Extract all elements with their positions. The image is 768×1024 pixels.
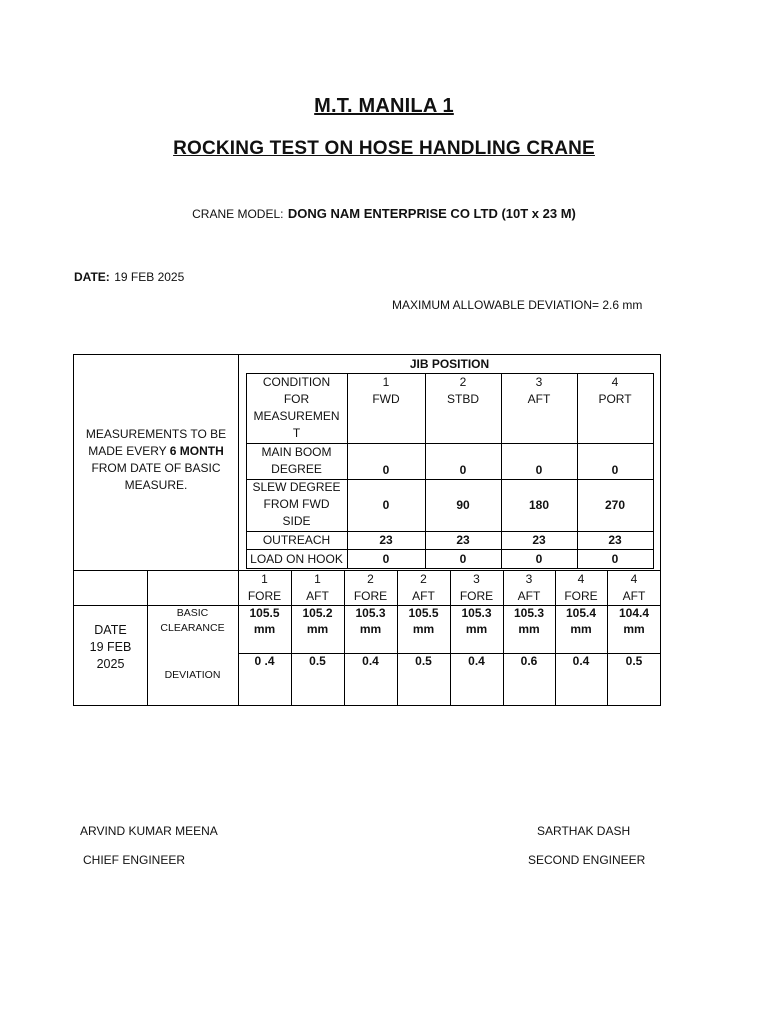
column-side: FORE — [564, 589, 598, 603]
load-value: 0 — [535, 552, 543, 566]
value-number: 104.4 — [618, 606, 650, 620]
row-label-load: LOAD ON HOOK — [250, 552, 343, 566]
deviation-value: 0.6 — [520, 654, 538, 668]
slew-value: 90 — [456, 498, 470, 512]
measure-column-header — [344, 571, 397, 605]
note-line: MEASUREMENTS TO BE — [85, 427, 227, 441]
row-label-main-boom — [246, 444, 347, 478]
basic-clearance-label — [147, 606, 238, 636]
value-unit: mm — [253, 622, 276, 636]
column-number: 4 — [577, 572, 585, 586]
note-interval: 6 MONTH — [169, 444, 224, 458]
date-label: DATE: — [74, 270, 110, 284]
measure-column-header — [450, 571, 503, 605]
measure-column-header — [503, 571, 555, 605]
jib-position-title: JIB POSITION — [409, 357, 490, 371]
condition-header-line: FOR — [283, 392, 310, 406]
value-number: 105.5 — [408, 606, 439, 620]
column-number: 1 — [314, 572, 321, 586]
test-title: ROCKING TEST ON HOSE HANDLING CRANE — [173, 138, 595, 159]
column-number: 3 — [473, 572, 480, 586]
column-number: 2 — [420, 572, 427, 586]
load-value: 0 — [611, 552, 619, 566]
crane-model-value: DONG NAM ENTERPRISE CO LTD (10T x 23 M) — [287, 206, 576, 221]
deviation-value: 0.5 — [309, 654, 326, 668]
note-text: MADE EVERY — [88, 444, 170, 458]
condition-header-line: CONDITION — [262, 375, 331, 389]
position-name: FWD — [372, 392, 400, 406]
load-value: 0 — [459, 552, 467, 566]
column-side: AFT — [412, 589, 435, 603]
outreach-value: 23 — [379, 533, 393, 547]
column-number: 3 — [525, 572, 533, 586]
slew-value: 270 — [604, 498, 626, 512]
position-number: 4 — [611, 375, 619, 389]
value-unit: mm — [359, 622, 382, 636]
deviation-value: 0 .4 — [254, 654, 275, 668]
load-value: 0 — [382, 552, 390, 566]
column-number: 2 — [367, 572, 374, 586]
main-boom-value: 0 — [535, 463, 543, 477]
column-side: FORE — [247, 589, 282, 603]
deviation-value: 0.4 — [362, 654, 379, 668]
jib-position-header — [577, 374, 653, 408]
measurement-note — [74, 426, 238, 494]
row-label-slew — [246, 479, 347, 530]
condition-header-line: T — [292, 426, 301, 440]
jib-position-header — [501, 374, 577, 408]
measure-column-header — [607, 571, 661, 605]
date-value: 19 FEB 2025 — [114, 270, 185, 284]
slew-value: 0 — [382, 498, 390, 512]
main-boom-value: 0 — [459, 463, 467, 477]
deviation-value: 0.5 — [415, 654, 432, 668]
position-number: 1 — [382, 375, 390, 389]
column-side: FORE — [459, 589, 494, 603]
jib-position-header — [425, 374, 501, 408]
value-unit: mm — [570, 622, 592, 636]
crane-model-label: CRANE MODEL: — [192, 207, 284, 221]
outreach-value: 23 — [532, 533, 546, 547]
column-side: AFT — [622, 589, 646, 603]
column-number: 4 — [630, 572, 638, 586]
value-unit: mm — [518, 622, 540, 636]
date-cell-line: 2025 — [96, 657, 125, 671]
value-number: 105.4 — [565, 606, 597, 620]
label-line: BASIC — [176, 607, 209, 619]
measure-column-header — [555, 571, 607, 605]
position-name: STBD — [446, 392, 479, 406]
left-signatory-role: CHIEF ENGINEER — [83, 853, 186, 867]
value-number: 105.2 — [302, 606, 333, 620]
value-unit: mm — [623, 622, 645, 636]
table-rule — [653, 373, 654, 569]
deviation-value: 0.5 — [625, 654, 643, 668]
label-line: CLEARANCE — [160, 622, 225, 634]
column-number: 1 — [261, 572, 268, 586]
column-side: FORE — [353, 589, 388, 603]
left-signatory-name: ARVIND KUMAR MEENA — [80, 824, 218, 838]
value-number: 105.3 — [513, 606, 545, 620]
table-rule — [238, 354, 239, 571]
basic-clearance-value — [555, 605, 607, 637]
main-boom-value: 0 — [382, 463, 390, 477]
position-name: PORT — [598, 392, 632, 406]
right-signatory-name: SARTHAK DASH — [537, 824, 631, 838]
position-number: 2 — [459, 375, 467, 389]
date-cell-line: 19 FEB — [89, 640, 132, 654]
table-rule — [246, 568, 654, 569]
date-cell — [74, 622, 147, 673]
deviation-label: DEVIATION — [164, 669, 221, 681]
date-cell-line: DATE — [94, 623, 127, 637]
measure-column-header — [397, 571, 450, 605]
condition-header-line: MEASUREMEN — [253, 409, 340, 423]
row-label-outreach: OUTREACH — [262, 533, 331, 547]
outreach-value: 23 — [608, 533, 622, 547]
row-label-line: SLEW DEGREE — [252, 480, 341, 494]
basic-clearance-value — [291, 605, 344, 637]
right-signatory-role: SECOND ENGINEER — [528, 853, 646, 867]
value-number: 105.3 — [461, 606, 492, 620]
measure-column-header — [238, 571, 291, 605]
value-unit: mm — [465, 622, 488, 636]
note-line: FROM DATE OF BASIC — [91, 461, 221, 475]
table-rule — [147, 570, 148, 706]
row-label-line: FROM FWD — [263, 497, 330, 511]
value-number: 105.5 — [249, 606, 280, 620]
row-label-line: SIDE — [282, 514, 311, 528]
deviation-value: 0.4 — [572, 654, 590, 668]
table-rule — [246, 549, 654, 550]
column-side: AFT — [517, 589, 541, 603]
basic-clearance-value — [238, 605, 291, 637]
measure-column-header — [291, 571, 344, 605]
slew-value: 180 — [528, 498, 550, 512]
row-label-line: MAIN BOOM — [261, 445, 332, 459]
basic-clearance-value — [397, 605, 450, 637]
value-unit: mm — [412, 622, 435, 636]
basic-clearance-value — [450, 605, 503, 637]
date-line — [74, 268, 184, 286]
condition-header — [246, 374, 347, 442]
note-line: MEASURE. — [124, 478, 188, 492]
max-deviation: MAXIMUM ALLOWABLE DEVIATION= 2.6 mm — [392, 298, 643, 312]
position-number: 3 — [535, 375, 543, 389]
position-name: AFT — [527, 392, 551, 406]
ship-title: M.T. MANILA 1 — [314, 95, 454, 117]
deviation-value: 0.4 — [468, 654, 485, 668]
note-line — [74, 443, 238, 460]
outreach-value: 23 — [456, 533, 470, 547]
column-side: AFT — [306, 589, 329, 603]
value-unit: mm — [306, 622, 329, 636]
value-number: 105.3 — [355, 606, 386, 620]
row-label-line: DEGREE — [271, 462, 322, 476]
basic-clearance-value — [503, 605, 555, 637]
jib-position-header — [347, 374, 425, 408]
basic-clearance-value — [344, 605, 397, 637]
main-boom-value: 0 — [611, 463, 619, 477]
basic-clearance-value — [607, 605, 661, 637]
crane-model-line — [0, 205, 768, 223]
